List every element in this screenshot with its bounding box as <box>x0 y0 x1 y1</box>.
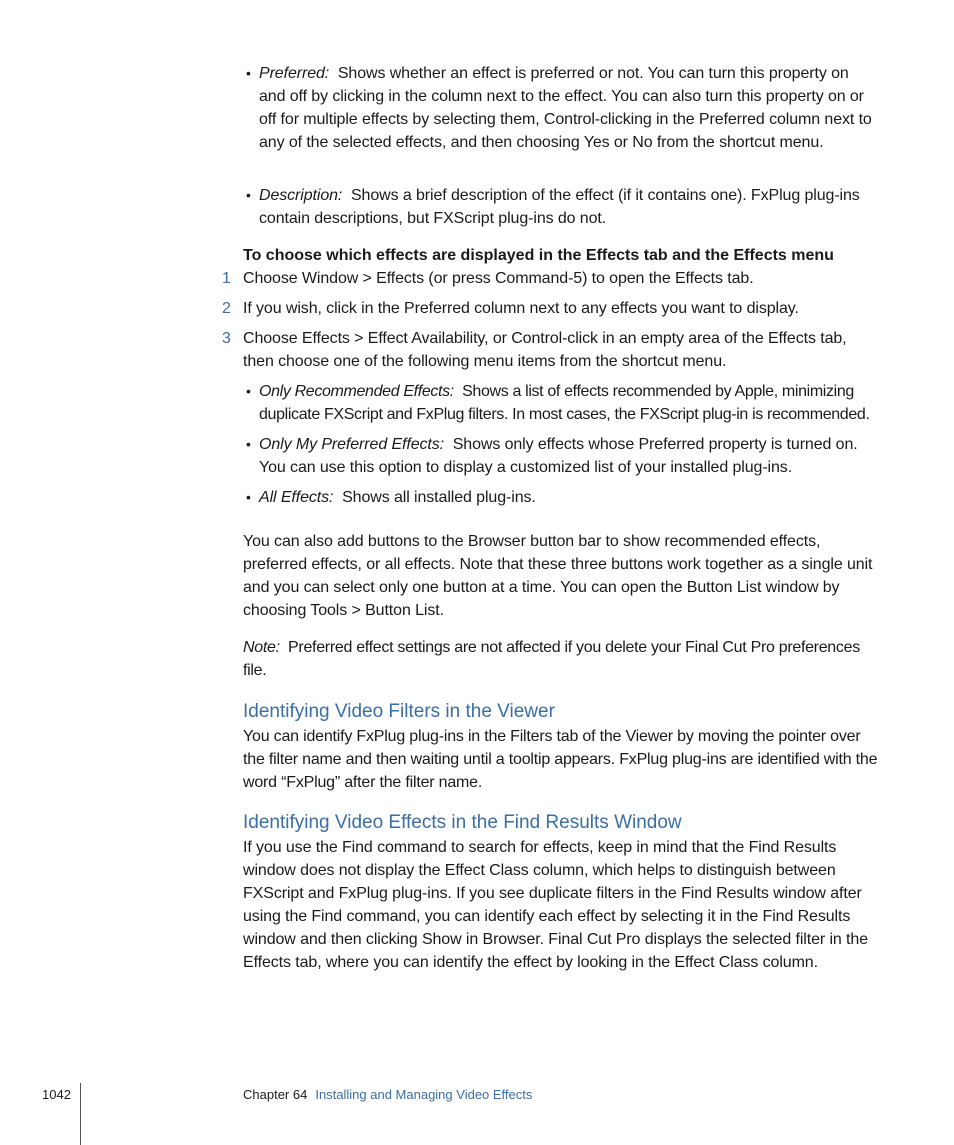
section-heading-viewer: Identifying Video Filters in the Viewer <box>243 701 555 722</box>
section-body-viewer: You can identify FxPlug plug-ins in the Filters tab of the Viewer by moving the pointer over the filter name and then waiting until a tooltip appears. FxPlug plug-ins are identified with the word “FxPlug” after the filter name. <box>243 728 878 791</box>
paragraph-buttons: You can also add buttons to the Browser button bar to show recommended effects, preferred effects, or all effects. Note that these three buttons work together as a single unit and you can select only one button at a time. You can open the Button List window by choosing Tools > Button List. <box>243 533 873 619</box>
step-2: If you wish, click in the Preferred column next to any effects you want to display. <box>243 300 799 317</box>
bullet-label: Preferred: <box>259 65 330 82</box>
step-number: 2 <box>222 300 231 317</box>
bullet-description <box>259 184 879 230</box>
bullet-marker: • <box>246 436 251 452</box>
sub-bullet-preferred <box>259 433 879 479</box>
step-1: Choose Window > Effects (or press Command-5) to open the Effects tab. <box>243 270 754 287</box>
section-heading-find-results: Identifying Video Effects in the Find Results Window <box>243 812 682 833</box>
bullet-text: Shows a brief description of the effect (if it contains one). FxPlug plug-ins contain descriptions, but FXScript plug-ins do not. <box>259 187 860 227</box>
bullet-text: Shows a list of effects recommended by Apple, minimizing duplicate FXScript and FxPlug filters. In most cases, the FXScript plug-in is recommended. <box>259 383 870 423</box>
chapter-label: Chapter 64 <box>243 1087 308 1102</box>
procedure-title: To choose which effects are displayed in the Effects tab and the Effects menu <box>243 247 834 264</box>
step-number: 3 <box>222 330 231 347</box>
bullet-text: Shows all installed plug-ins. <box>342 489 536 506</box>
bullet-label: All Effects: <box>259 489 334 506</box>
note <box>243 636 879 682</box>
note-label: Note: <box>243 639 280 656</box>
section-body-find-results: If you use the Find command to search for effects, keep in mind that the Find Results window does not display the Effect Class column, which helps to distinguish between FXScript and FxPlug plug-ins. If you see duplicate filters in the Find Results window after using the Find command, you can identify each effect by selecting it in the Find Results window and then clicking Show in Browser. Final Cut Pro displays the selected filter in the Effects tab, where you can identify the effect by looking in the Effect Class column. <box>243 839 868 971</box>
bullet-label: Only My Preferred Effects: <box>259 436 445 453</box>
bullet-marker: • <box>246 489 251 505</box>
bullet-label: Only Recommended Effects: <box>259 383 454 400</box>
note-text: Preferred effect settings are not affected if you delete your Final Cut Pro preferences file. <box>243 639 860 679</box>
bullet-text: Shows only effects whose Preferred property is turned on. You can use this option to display a customized list of your installed plug-ins. <box>259 436 858 476</box>
page-number: 1042 <box>42 1087 71 1102</box>
footer-chapter <box>243 1086 532 1104</box>
bullet-preferred <box>259 62 879 154</box>
bullet-marker: • <box>246 383 251 399</box>
step-number: 1 <box>222 270 231 287</box>
sub-bullet-all <box>259 486 879 509</box>
bullet-label: Description: <box>259 187 343 204</box>
footer-divider <box>80 1083 81 1145</box>
step-3: Choose Effects > Effect Availability, or Control-click in an empty area of the Effects tab, then choose one of the following menu items from the shortcut menu. <box>243 330 847 370</box>
bullet-marker: • <box>246 65 251 81</box>
bullet-marker: • <box>246 187 251 203</box>
sub-bullet-recommended <box>259 380 879 426</box>
chapter-title: Installing and Managing Video Effects <box>315 1087 533 1102</box>
bullet-text: Shows whether an effect is preferred or not. You can turn this property on and off by clicking in the column next to the effect. You can also turn this property on or off for multiple effects by selecting them, Control-clicking in the Preferred column next to any of the selected effects, and then choosing Yes or No from the shortcut menu. <box>259 65 872 151</box>
